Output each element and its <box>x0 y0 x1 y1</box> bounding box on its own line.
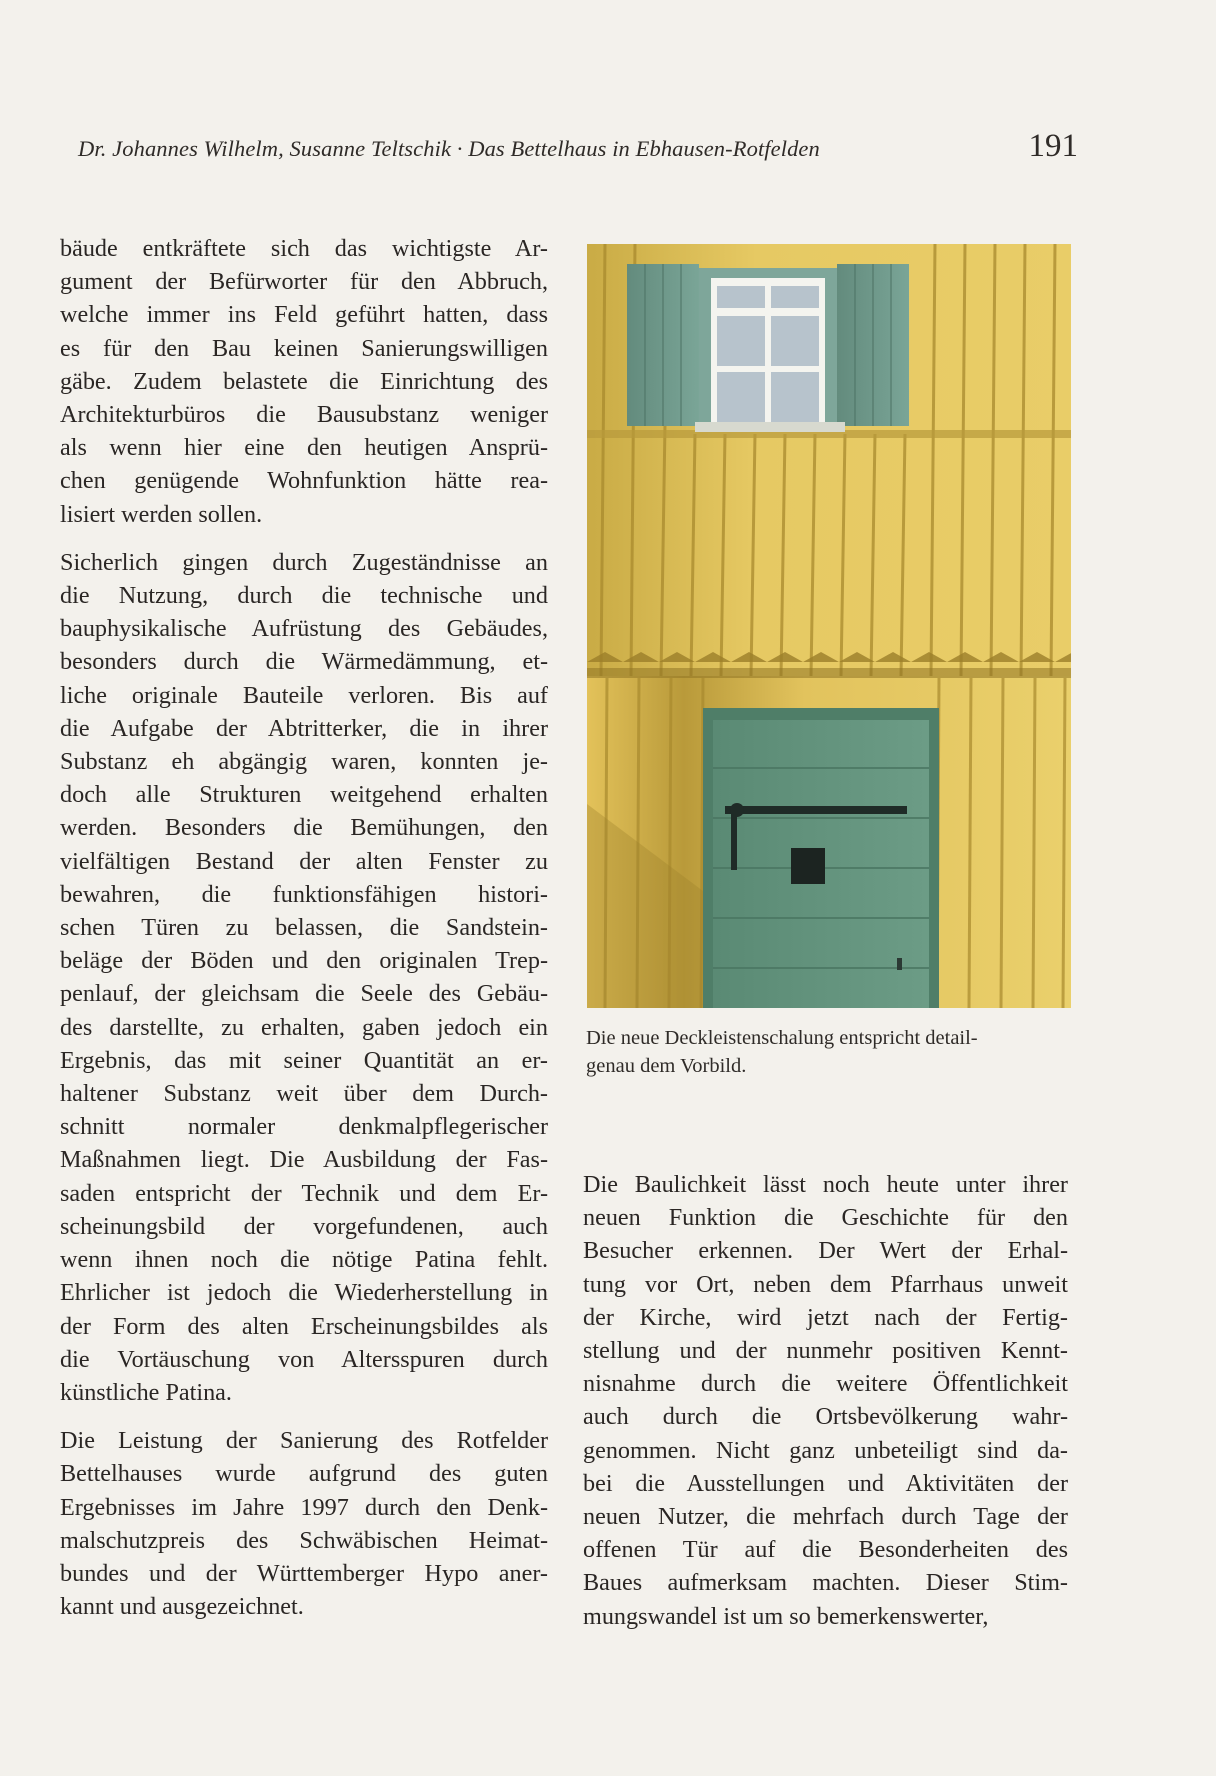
text-line: Maßnahmen liegt. Die Ausbildung der Fas- <box>60 1146 548 1174</box>
text-line: werden. Besonders die Bemühungen, den <box>60 814 548 842</box>
text-line: der Form des alten Erscheinungsbildes als <box>60 1312 548 1340</box>
text-line: als wenn hier eine den heutigen Ansprü- <box>60 434 548 462</box>
text-line: neuen Funktion die Geschichte für den <box>583 1204 1068 1232</box>
text-line: es für den Bau keinen Sanierungswilligen <box>60 334 548 362</box>
text-line: welche immer ins Feld geführt hatten, dass <box>60 301 548 329</box>
text-line: nisnahme durch die weitere Öffentlichkeit <box>583 1370 1068 1398</box>
text-line: Ehrlicher ist jedoch die Wiederherstellung in <box>60 1279 548 1307</box>
paragraph <box>583 1168 1068 1633</box>
running-header <box>78 128 1078 172</box>
text-line: die Nutzung, durch die technische und <box>60 582 548 610</box>
text-line: doch alle Strukturen weitgehend erhalten <box>60 781 548 809</box>
text-line: Ergebnisses im Jahre 1997 durch den Denk- <box>60 1493 548 1521</box>
text-line: des darstellte, zu erhalten, gaben jedoch ein <box>60 1013 548 1041</box>
paragraph <box>60 1424 548 1623</box>
text-line: bundes und der Württemberger Hypo aner- <box>60 1559 548 1587</box>
text-line: Die Leistung der Sanierung des Rotfelder <box>60 1427 548 1455</box>
text-line: haltener Substanz weit über dem Durch- <box>60 1080 548 1108</box>
text-line: künstliche Patina. <box>60 1378 232 1406</box>
text-line: die Vortäuschung von Altersspuren durch <box>60 1345 548 1373</box>
facade-photo <box>587 244 1071 1008</box>
text-line: offenen Tür auf die Besonderheiten des <box>583 1536 1068 1564</box>
text-line: Architekturbüros die Bausubstanz weniger <box>60 401 548 429</box>
text-line: schen Türen zu belassen, die Sandstein- <box>60 914 548 942</box>
page-number: 191 <box>1028 128 1078 164</box>
text-line: Die Baulichkeit lässt noch heute unter ihrer <box>583 1171 1068 1198</box>
text-line: bauphysikalische Aufrüstung des Gebäudes, <box>60 615 548 643</box>
text-line: vielfältigen Bestand der alten Fenster zu <box>60 847 548 875</box>
text-line: Substanz eh abgängig waren, konnten je- <box>60 748 548 776</box>
left-text-column <box>60 232 548 1638</box>
text-line: saden entspricht der Technik und dem Er- <box>60 1179 548 1207</box>
text-line: penlauf, der gleichsam die Seele des Gebäu- <box>60 980 548 1008</box>
text-line: mungswandel ist um so bemerkenswerter, <box>583 1602 989 1630</box>
text-line: stellung und der nunmehr positiven Kennt- <box>583 1337 1068 1365</box>
text-line: bewahren, die funktionsfähigen histori- <box>60 880 548 908</box>
running-head-text: Dr. Johannes Wilhelm, Susanne Teltschik · Das Bettelhaus in Ebhausen-Rotfelden <box>78 136 820 161</box>
paragraph <box>60 232 548 531</box>
text-line: die Aufgabe der Abtritterker, die in ihrer <box>60 714 548 742</box>
text-line: bäude entkräftete sich das wichtigste Ar- <box>60 235 548 262</box>
paragraph <box>60 546 548 1409</box>
text-line: genau dem Vorbild. <box>586 1055 747 1077</box>
text-line: Sicherlich gingen durch Zugeständnisse an <box>60 548 548 576</box>
text-line: Besucher erkennen. Der Wert der Erhal- <box>583 1237 1068 1265</box>
text-line: gäbe. Zudem belastete die Einrichtung des <box>60 367 548 395</box>
text-line: gument der Befürworter für den Abbruch, <box>60 268 548 296</box>
text-line: tung vor Ort, neben dem Pfarrhaus unweit <box>583 1270 1068 1298</box>
text-line: Baues aufmerksam machten. Dieser Stim- <box>583 1569 1068 1597</box>
text-line: chen genügende Wohnfunktion hätte rea- <box>60 467 548 495</box>
text-line: beläge der Böden und den originalen Trep- <box>60 947 548 975</box>
figure-caption <box>586 1024 1073 1080</box>
facade-photo-drawing <box>587 244 1071 1008</box>
text-line: neuen Nutzer, die mehrfach durch Tage der <box>583 1503 1068 1531</box>
text-line: Ergebnis, das mit seiner Quantität an er- <box>60 1046 548 1074</box>
right-text-column <box>583 1168 1068 1648</box>
text-line: liche originale Bauteile verloren. Bis auf <box>60 681 548 709</box>
text-line: Bettelhauses wurde aufgrund des guten <box>60 1460 548 1488</box>
text-line: bei die Ausstellungen und Aktivitäten der <box>583 1469 1068 1497</box>
text-line: der Kirche, wird jetzt nach der Fertig- <box>583 1303 1068 1331</box>
text-line: Die neue Deckleistenschalung entspricht detail- <box>586 1027 978 1049</box>
text-line: malschutzpreis des Schwäbischen Heimat- <box>60 1526 548 1554</box>
text-line: besonders durch die Wärmedämmung, et- <box>60 648 548 676</box>
text-line: scheinungsbild der vorgefundenen, auch <box>60 1212 548 1240</box>
text-line: wenn ihnen noch die nötige Patina fehlt. <box>60 1246 548 1274</box>
text-line: auch durch die Ortsbevölkerung wahr- <box>583 1403 1068 1431</box>
text-line: schnitt normaler denkmalpflegerischer <box>60 1113 548 1141</box>
text-line: genommen. Nicht ganz unbeteiligt sind da- <box>583 1436 1068 1464</box>
text-line: kannt und ausgezeichnet. <box>60 1593 304 1621</box>
text-line: lisiert werden sollen. <box>60 500 263 528</box>
